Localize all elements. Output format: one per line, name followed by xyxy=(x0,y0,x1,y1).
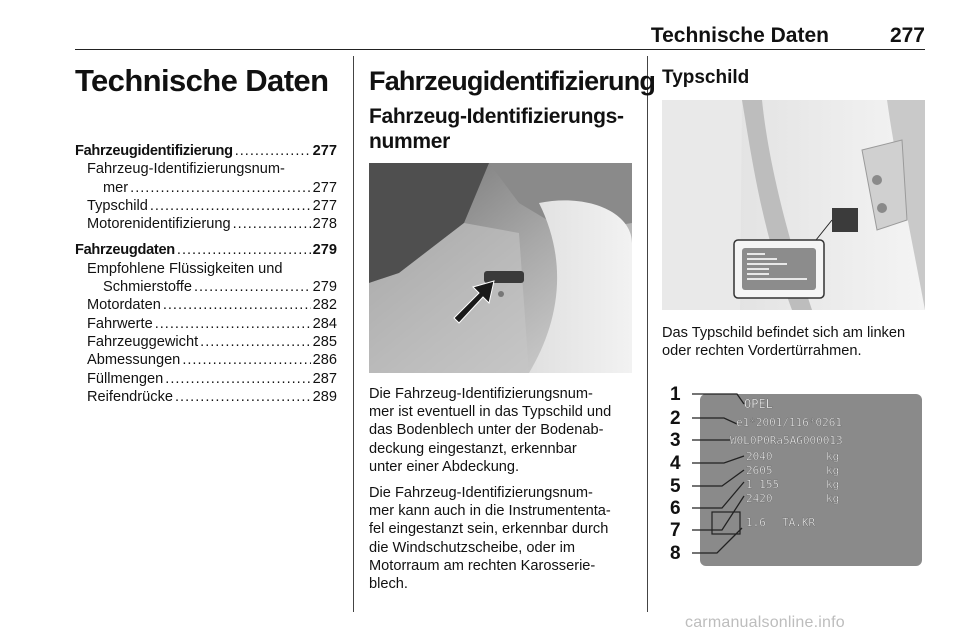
plate-weight: 2040 xyxy=(746,450,773,463)
watermark: carmanualsonline.info xyxy=(685,614,845,631)
paragraph-spacer xyxy=(369,476,639,484)
plate-unit: kg xyxy=(826,450,840,463)
toc-entry-fahrzeugdaten[interactable] xyxy=(75,241,337,259)
callout-number: 3 xyxy=(670,430,681,451)
toc-spacer xyxy=(75,233,337,241)
toc-entry-page: 289 xyxy=(312,388,337,405)
paragraph-line: blech. xyxy=(369,576,408,593)
callout-number: 2 xyxy=(670,408,681,429)
toc-entry-motordaten[interactable] xyxy=(75,296,337,314)
typschild-doorframe-photo xyxy=(662,100,925,310)
callout-number: 8 xyxy=(670,543,681,564)
toc-entry-page: 277 xyxy=(312,143,337,159)
column-divider xyxy=(353,56,354,612)
toc-entry-page: 284 xyxy=(312,315,337,332)
toc-entry-fuellmengen[interactable] xyxy=(75,370,337,388)
toc-entry-page: 282 xyxy=(312,297,337,314)
plate-vin: W0L0P0Ra5AG000013 xyxy=(730,434,843,447)
toc-entry-label[interactable]: Empfohlene Flüssigkeiten und xyxy=(87,260,283,277)
toc-entry-label: Abmessungen xyxy=(87,352,181,369)
plate-brand: OPEL xyxy=(744,397,773,411)
toc-entry-page: 277 xyxy=(312,179,337,196)
paragraph-line: fel eingestanzt sein, erkennbar durch xyxy=(369,521,609,538)
paragraph-line: oder rechten Vordertürrahmen. xyxy=(662,343,862,360)
toc-leader xyxy=(150,197,311,215)
paragraph-line: Die Fahrzeug-Identifizierungsnum- xyxy=(369,386,593,402)
paragraph-line: Motorraum am rechten Karosserie- xyxy=(369,557,596,574)
toc-entry-reifendruecke[interactable] xyxy=(75,388,337,406)
subsection-title-line: nummer xyxy=(369,130,451,153)
toc-entry-page: 287 xyxy=(312,370,337,387)
vin-description xyxy=(369,385,639,593)
toc-leader xyxy=(163,296,311,314)
header-title: Technische Daten xyxy=(650,24,829,47)
toc-entry-page: 279 xyxy=(312,242,337,259)
paragraph-line: das Bodenblech unter der Bodenab- xyxy=(369,422,604,439)
header-page-number: 277 xyxy=(889,24,925,47)
toc-entry-label: Füllmengen xyxy=(87,370,164,387)
toc-entry-fahrzeuggewicht[interactable] xyxy=(75,333,337,351)
paragraph-line: unter einer Abdeckung. xyxy=(369,458,520,475)
toc-leader xyxy=(233,215,311,233)
toc-entry-typschild[interactable] xyxy=(75,197,337,215)
plate-weight: 2420 xyxy=(746,492,773,505)
toc-leader xyxy=(155,315,311,333)
plate-unit: kg xyxy=(826,478,840,491)
callout-number: 7 xyxy=(670,520,681,541)
typschild-description xyxy=(662,324,932,360)
toc-entry-label: Fahrzeugidentifizierung xyxy=(75,143,233,159)
toc-entry-label: Typschild xyxy=(87,197,148,214)
toc-entry-motorenidentifizierung[interactable] xyxy=(75,215,337,233)
toc-entry-page: 285 xyxy=(312,333,337,350)
toc-entry-page: 278 xyxy=(312,216,337,233)
header-rule xyxy=(75,49,925,50)
table-of-contents xyxy=(75,142,337,406)
toc-leader xyxy=(175,388,311,406)
toc-entry-label: Reifendrücke xyxy=(87,388,173,405)
toc-leader xyxy=(235,142,311,160)
plate-approval: e1*2001/116*0261 xyxy=(736,416,842,429)
toc-leader xyxy=(165,370,310,388)
toc-entry-page: 279 xyxy=(312,279,337,296)
toc-entry-abmessungen[interactable] xyxy=(75,351,337,369)
subsection-title xyxy=(369,104,633,154)
subsection-title-line: Fahrzeug-Identifizierungs- xyxy=(369,105,624,128)
toc-entry-schmierstoffe[interactable] xyxy=(75,278,337,296)
typschild-column xyxy=(662,60,927,89)
toc-entry-label: Fahrzeuggewicht xyxy=(87,333,199,350)
paragraph-line: mer kann auch in die Instrumententa- xyxy=(369,503,611,520)
callout-number: 6 xyxy=(670,498,681,519)
toc-column xyxy=(75,60,337,406)
toc-entry-fahrzeugidentifizierung[interactable] xyxy=(75,142,337,160)
toc-leader xyxy=(182,351,310,369)
typschild-diagram xyxy=(662,378,927,578)
plate-engine: 1.6 xyxy=(746,516,766,529)
toc-entry-label: Motordaten xyxy=(87,297,161,314)
toc-entry-label: Schmierstoffe xyxy=(103,279,192,296)
toc-entry-label: Fahrwerte xyxy=(87,315,153,332)
toc-entry-label: Fahrzeugdaten xyxy=(75,242,175,259)
paragraph-line: die Windschutzscheibe, oder im xyxy=(369,539,576,556)
plate-unit: kg xyxy=(826,492,840,505)
plate-weight: 2605 xyxy=(746,464,773,477)
paragraph-line: deckung eingestanzt, erkennbar xyxy=(369,440,577,457)
toc-entry-label: Motorenidentifizierung xyxy=(87,216,231,233)
toc-entry-fin[interactable] xyxy=(75,179,337,197)
callout-number: 5 xyxy=(670,476,681,497)
toc-leader xyxy=(200,333,311,351)
callout-number: 4 xyxy=(670,453,681,474)
toc-entry-label: mer xyxy=(103,179,129,196)
plate-code: TA.KR xyxy=(782,516,816,529)
toc-leader xyxy=(130,179,311,197)
toc-entry-label[interactable]: Fahrzeug-Identifizierungsnum- xyxy=(87,161,285,178)
paragraph-line: Die Fahrzeug-Identifizierungsnum- xyxy=(369,485,593,502)
callout-number: 1 xyxy=(670,384,681,405)
toc-entry-page: 286 xyxy=(312,352,337,369)
plate-unit: kg xyxy=(826,464,840,477)
typschild-title: Typschild xyxy=(662,67,750,88)
toc-leader xyxy=(177,241,311,259)
vin-floor-photo xyxy=(369,163,632,373)
section-title: Fahrzeugidentifizierung xyxy=(369,66,656,96)
toc-leader xyxy=(194,278,311,296)
vin-cover xyxy=(484,271,524,283)
column-divider xyxy=(647,56,648,612)
chapter-title: Technische Daten xyxy=(75,63,329,98)
paragraph-line: Das Typschild befindet sich am linken xyxy=(662,325,906,341)
toc-entry-page: 277 xyxy=(312,197,337,214)
paragraph-line: mer ist eventuell in das Typschild und xyxy=(369,404,612,421)
toc-entry-fahrwerte[interactable] xyxy=(75,315,337,333)
page-header xyxy=(75,22,925,50)
typschild-location xyxy=(832,208,858,232)
plate-weight: 1 155 xyxy=(746,478,780,491)
identification-column xyxy=(369,60,656,154)
